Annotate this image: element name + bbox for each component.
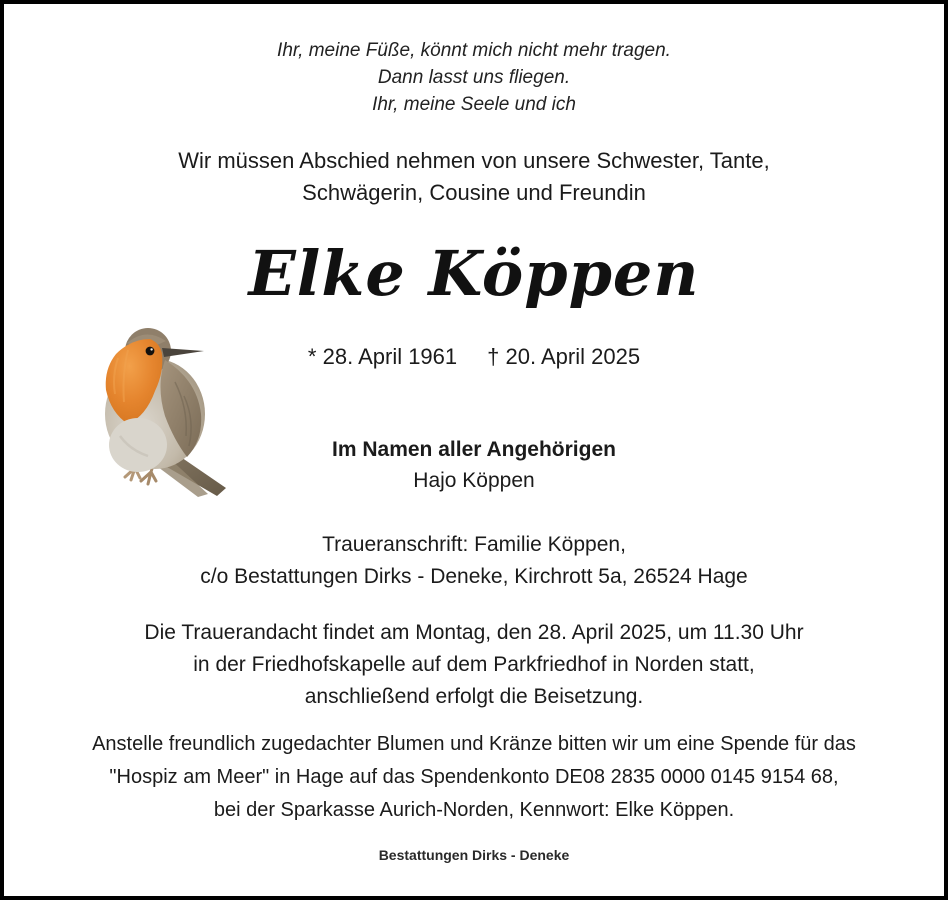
- family-representative: Hajo Köppen: [413, 469, 535, 492]
- service-line-2: in der Friedhofskapelle auf dem Parkfriedhof in Norden statt,: [193, 653, 755, 676]
- donation-line-3: bei der Sparkasse Aurich-Norden, Kennwort: Elke Köppen.: [213, 799, 735, 821]
- epigraph-line-3: Ihr, meine Seele und ich: [372, 94, 576, 115]
- intro-line-1: Wir müssen Abschied nehmen von unsere Schwester, Tante,: [178, 148, 770, 173]
- service-details: [4, 617, 944, 713]
- epigraph-line-2: Dann lasst uns fliegen.: [377, 67, 571, 88]
- donation-line-2: "Hospiz am Meer" in Hage auf das Spendenkonto DE08 2835 0000 0145 9154 68,: [109, 766, 839, 788]
- family-heading: Im Namen aller Angehörigen: [332, 438, 616, 461]
- epigraph-line-1: Ihr, meine Füße, könnt mich nicht mehr tragen.: [277, 40, 671, 61]
- mourning-address: [4, 529, 944, 593]
- service-line-1: Die Trauerandacht findet am Montag, den 28. April 2025, um 11.30 Uhr: [144, 621, 804, 644]
- intro-line-2: Schwägerin, Cousine und Freundin: [302, 180, 646, 205]
- death-date: † 20. April 2025: [487, 344, 641, 369]
- address-line-2: c/o Bestattungen Dirks - Deneke, Kirchrott 5a, 26524 Hage: [200, 565, 748, 588]
- epigraph: [4, 37, 944, 118]
- birth-date: * 28. April 1961: [307, 344, 458, 369]
- address-line-1: Traueranschrift: Familie Köppen,: [322, 533, 626, 556]
- farewell-intro: [4, 145, 944, 209]
- robin-eye: [146, 347, 155, 356]
- deceased-name: Elke Köppen: [248, 237, 700, 310]
- service-line-3: anschließend erfolgt die Beisetzung.: [304, 685, 644, 708]
- donation-request: [4, 728, 944, 827]
- donation-line-1: Anstelle freundlich zugedachter Blumen und Kränze bitten wir um eine Spende für das: [92, 733, 856, 755]
- funeral-home-name: Bestattungen Dirks - Deneke: [378, 847, 570, 863]
- robin-beak: [162, 348, 204, 357]
